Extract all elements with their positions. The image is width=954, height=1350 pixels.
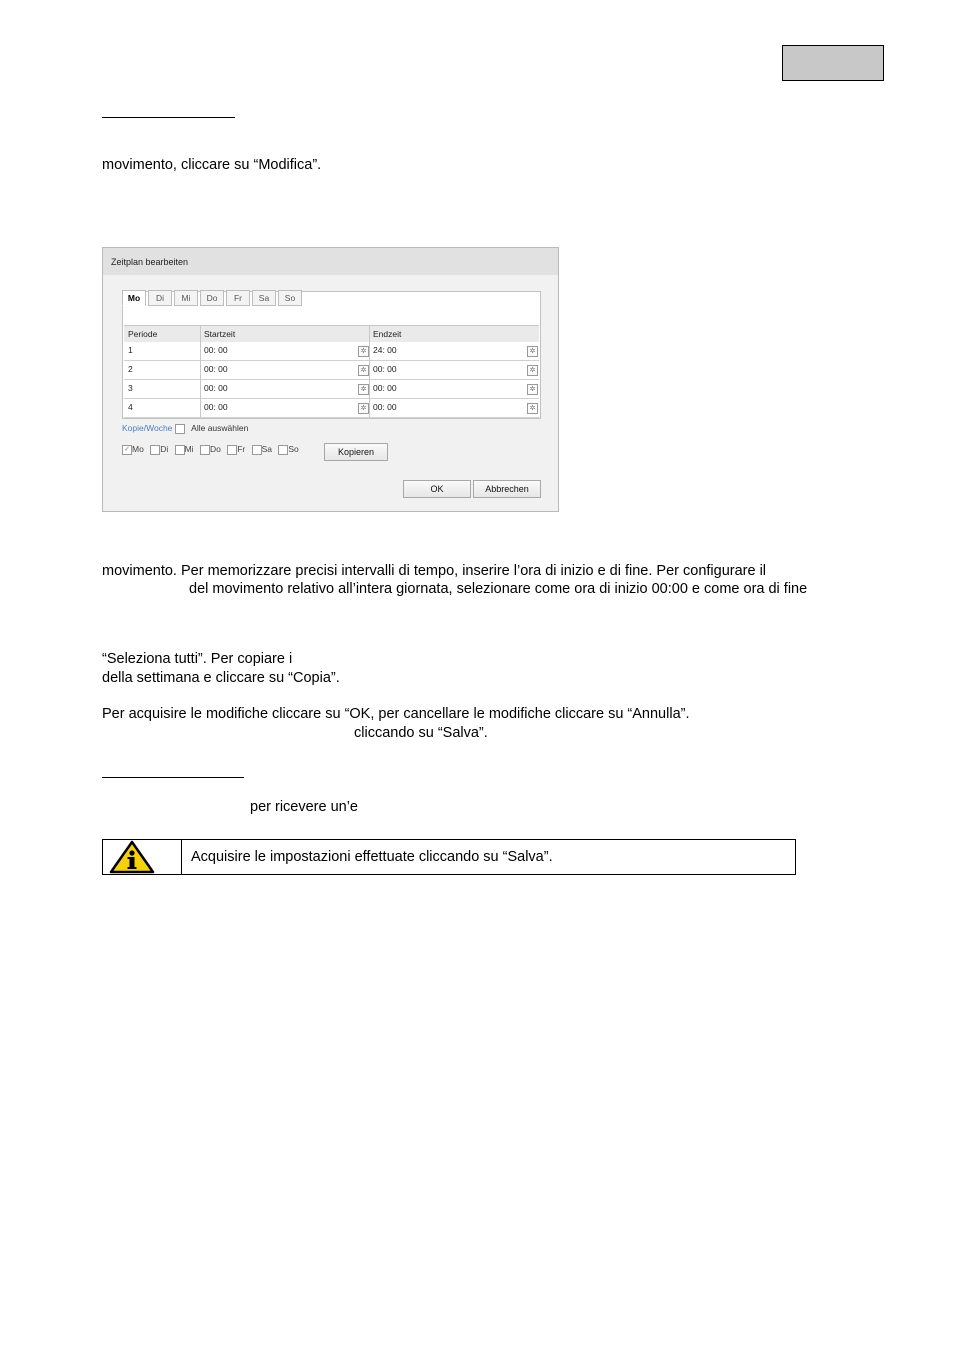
start-time-input[interactable]: 00: 00 <box>204 364 228 374</box>
schedule-dialog <box>102 247 559 512</box>
day-checkboxes <box>122 444 299 455</box>
period-cell: 4 <box>128 402 133 412</box>
paragraph-line: Per acquisire le modifiche cliccare su “OK, per cancellare le modifiche cliccare su “Annulla”. <box>102 706 690 722</box>
day-checkbox-di[interactable] <box>150 445 160 455</box>
day-label: Sa <box>261 444 273 454</box>
period-cell: 1 <box>128 345 133 355</box>
day-checkbox-do[interactable] <box>200 445 210 455</box>
day-checkbox-fr[interactable] <box>227 445 237 455</box>
tab-so[interactable]: So <box>278 290 302 306</box>
column-period: Periode <box>128 329 158 339</box>
end-time-input[interactable]: 24: 00 <box>373 345 397 355</box>
day-label: Do <box>209 444 221 454</box>
section-heading-underline <box>102 117 235 118</box>
table-header <box>124 325 539 343</box>
column-end: Endzeit <box>373 329 402 339</box>
paragraph-line: “Seleziona tutti”. Per copiare i <box>102 651 293 667</box>
clock-icon[interactable]: ✲ <box>358 346 369 357</box>
clock-icon[interactable]: ✲ <box>358 384 369 395</box>
tab-di[interactable]: Di <box>148 290 172 306</box>
select-all-checkbox[interactable] <box>175 424 185 434</box>
language-tab <box>782 45 884 81</box>
tab-mi[interactable]: Mi <box>174 290 198 306</box>
day-label: Fr <box>237 444 246 454</box>
copy-week-line <box>122 423 248 434</box>
clock-icon[interactable]: ✲ <box>527 384 538 395</box>
clock-icon[interactable]: ✲ <box>527 346 538 357</box>
dialog-title: Zeitplan bearbeiten <box>111 257 189 267</box>
start-time-input[interactable]: 00: 00 <box>204 345 228 355</box>
info-icon-cell <box>103 840 182 874</box>
day-checkbox-mi[interactable] <box>175 445 185 455</box>
end-time-input[interactable]: 00: 00 <box>373 364 397 374</box>
cancel-button[interactable]: Abbrechen <box>473 480 541 498</box>
day-checkbox-so[interactable] <box>278 445 288 455</box>
ok-button[interactable]: OK <box>403 480 471 498</box>
info-text: Acquisire le impostazioni effettuate cliccando su “Salva”. <box>191 849 553 865</box>
section-heading-underline <box>102 777 244 778</box>
clock-icon[interactable]: ✲ <box>358 365 369 376</box>
paragraph-line: per ricevere un’e <box>250 799 358 815</box>
day-tabs <box>122 290 302 306</box>
info-note <box>102 839 796 875</box>
end-time-input[interactable]: 00: 00 <box>373 383 397 393</box>
table-row <box>124 399 539 418</box>
day-checkbox-sa[interactable] <box>252 445 262 455</box>
tab-fr[interactable]: Fr <box>226 290 250 306</box>
table-row <box>124 380 539 399</box>
table-row <box>124 342 539 361</box>
table-row <box>124 361 539 380</box>
start-time-input[interactable]: 00: 00 <box>204 402 228 412</box>
copy-button[interactable]: Kopieren <box>324 443 388 461</box>
tab-sa[interactable]: Sa <box>252 290 276 306</box>
clock-icon[interactable]: ✲ <box>527 365 538 376</box>
end-time-input[interactable]: 00: 00 <box>373 402 397 412</box>
paragraph-modifica: movimento, cliccare su “Modifica”. <box>102 157 322 173</box>
dialog-header <box>103 248 558 275</box>
dialog-body <box>103 275 558 511</box>
info-warning-icon <box>109 840 155 874</box>
paragraph-line: del movimento relativo all’intera giornata, selezionare come ora di inizio 00:00 e come ora di fine <box>189 581 808 597</box>
day-label: Di <box>160 444 169 454</box>
day-checkbox-mo[interactable]: ✓ <box>122 445 132 455</box>
paragraph-line: movimento. Per memorizzare precisi intervalli di tempo, inserire l’ora di inizio e di fine. Per configurare il <box>102 563 767 579</box>
clock-icon[interactable]: ✲ <box>527 403 538 414</box>
start-time-input[interactable]: 00: 00 <box>204 383 228 393</box>
tab-mo[interactable]: Mo <box>122 290 146 306</box>
paragraph-line: cliccando su “Salva”. <box>354 725 488 741</box>
paragraph-line: della settimana e cliccare su “Copia”. <box>102 670 340 686</box>
copy-week-label: Kopie/Woche <box>122 423 173 433</box>
period-cell: 3 <box>128 383 133 393</box>
column-start: Startzeit <box>204 329 236 339</box>
day-label: Mi <box>184 444 194 454</box>
day-label: So <box>288 444 299 454</box>
period-cell: 2 <box>128 364 133 374</box>
select-all-label: Alle auswählen <box>191 423 249 433</box>
day-label: Mo <box>132 444 144 454</box>
clock-icon[interactable]: ✲ <box>358 403 369 414</box>
column-divider <box>369 325 370 417</box>
column-divider <box>200 325 201 417</box>
tab-do[interactable]: Do <box>200 290 224 306</box>
